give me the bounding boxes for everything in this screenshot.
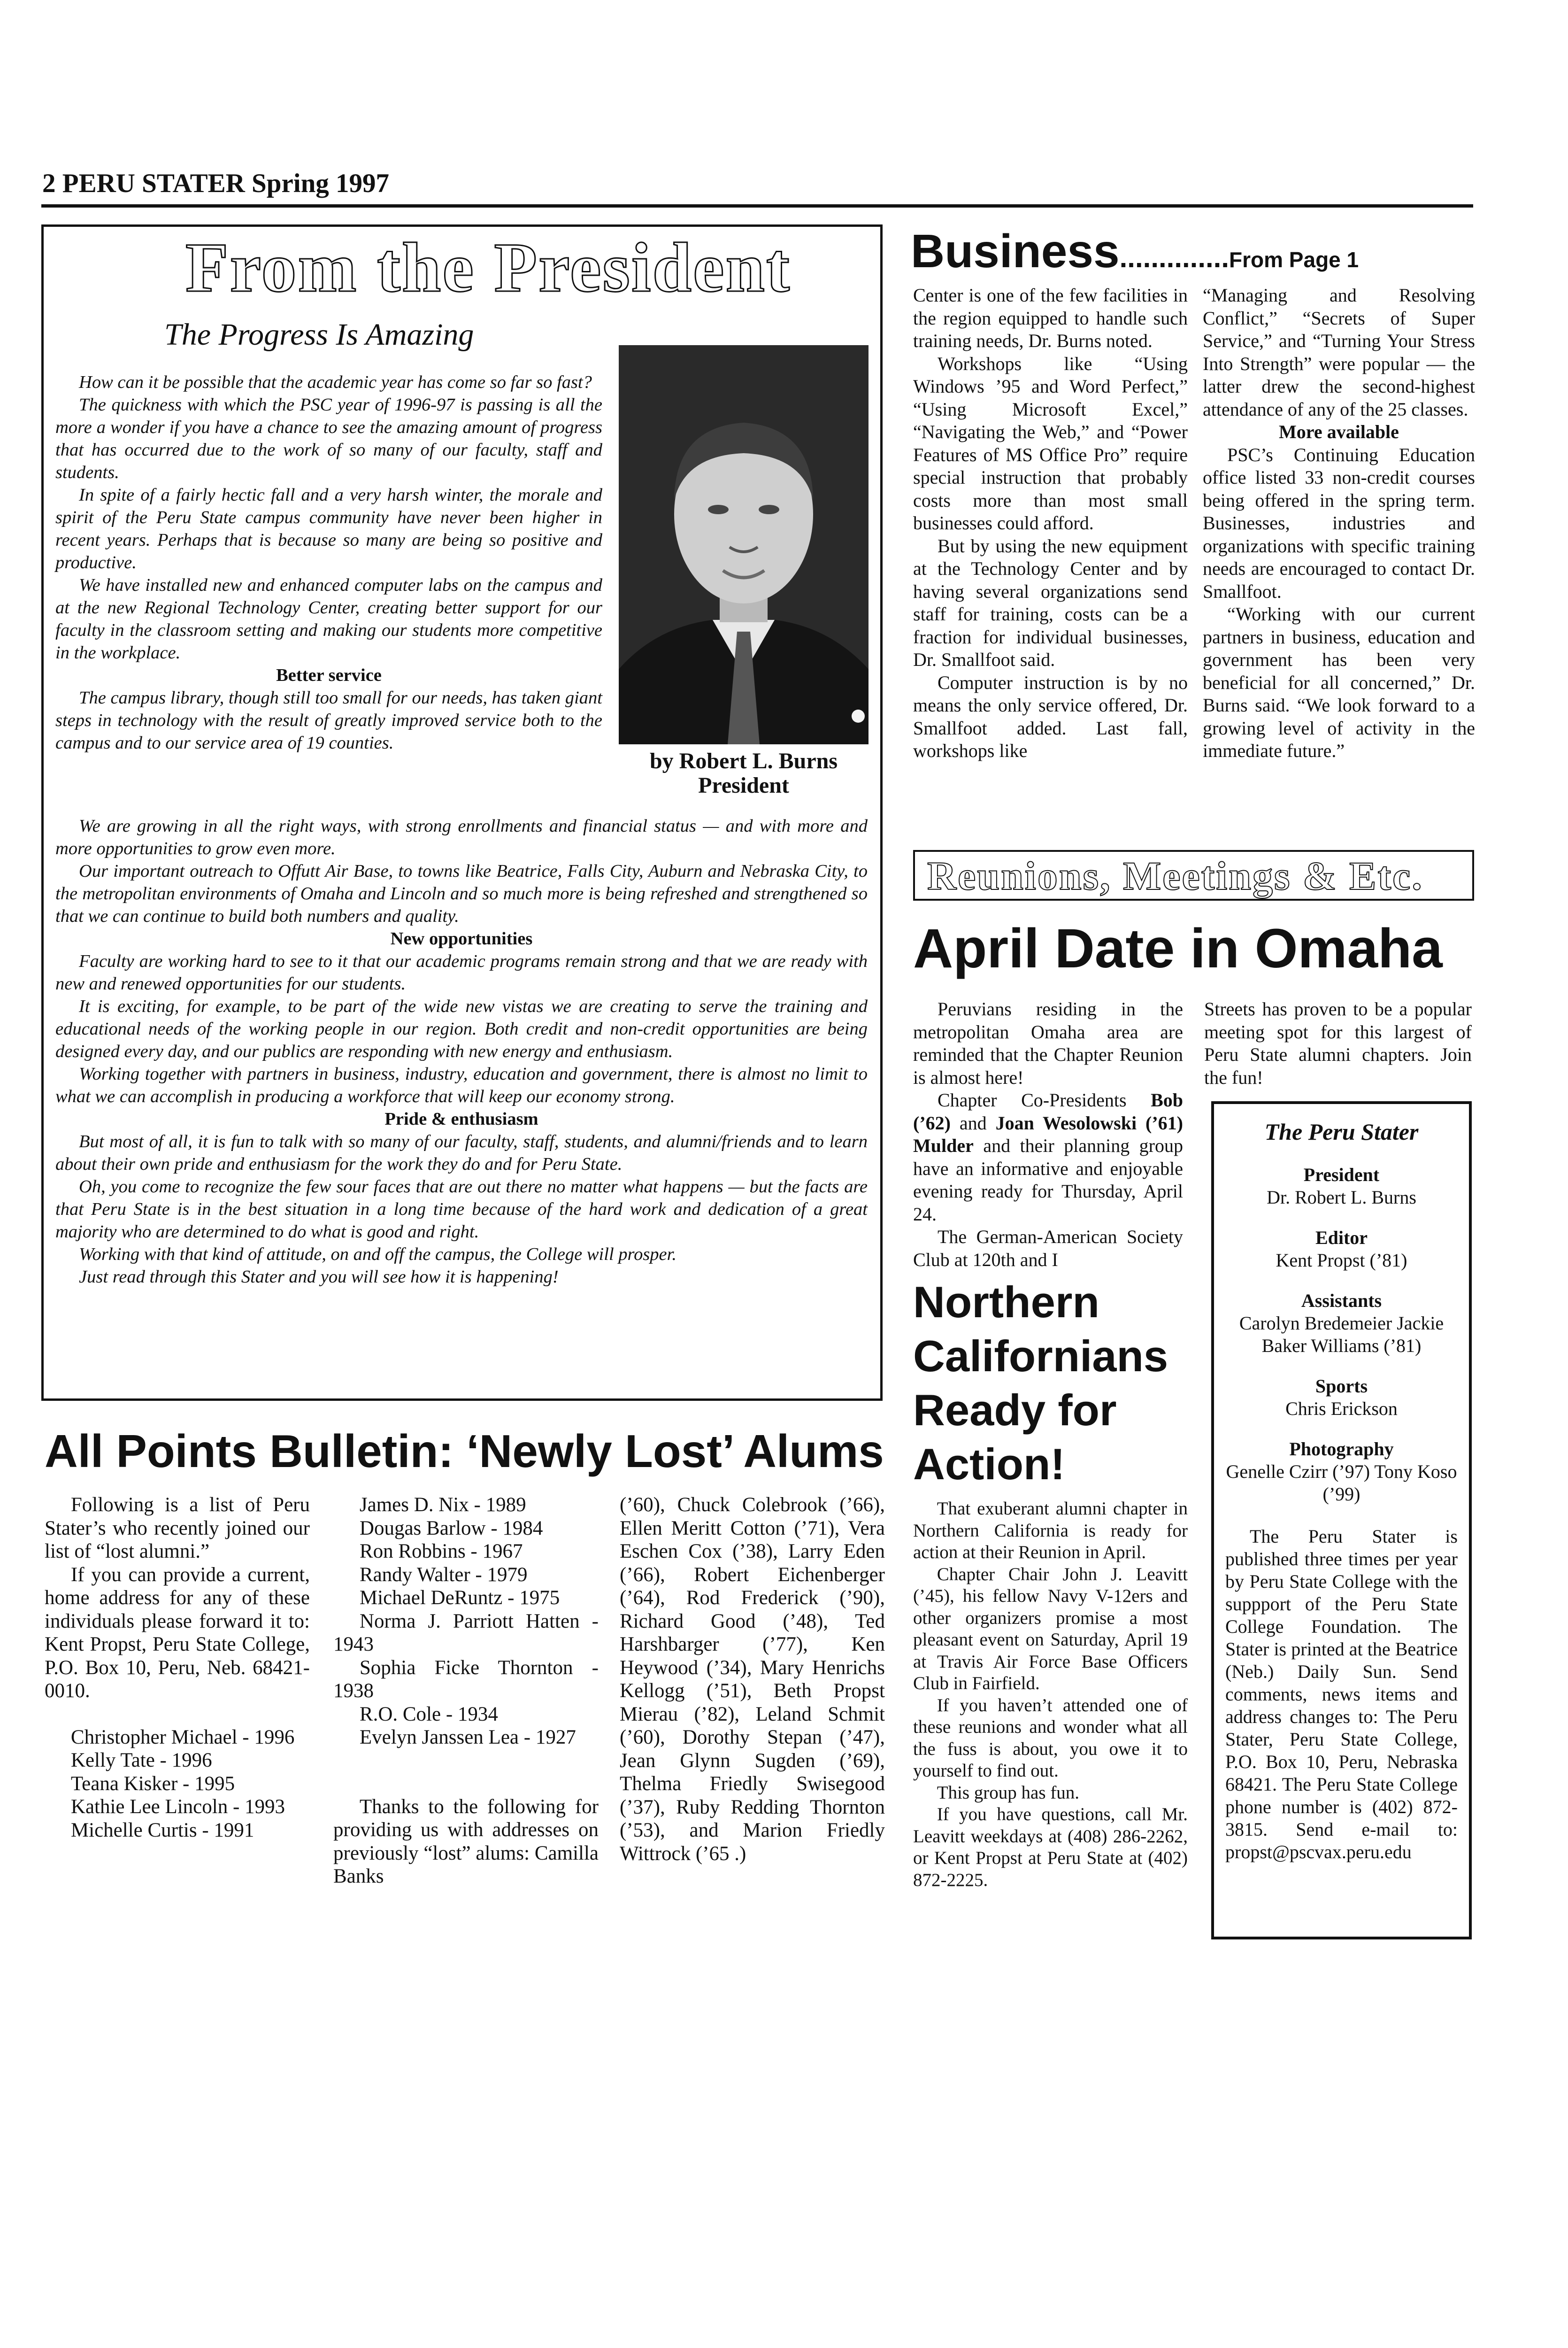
masthead-role-editor: Editor xyxy=(1315,1227,1368,1248)
lost-name: R.O. Cole - 1934 xyxy=(359,1703,498,1725)
bulletin-col2 xyxy=(333,1493,599,1888)
omaha-col1 xyxy=(913,998,1183,1271)
president-sub-better-service: Better service xyxy=(276,665,382,685)
lost-name: Michael DeRuntz - 1975 xyxy=(359,1587,560,1609)
president-p11: But most of all, it is fun to talk with so many of our faculty, staff, students, and alumni/friends and to learn about their own pride and enthusiasm for the work they do and for Peru State. xyxy=(55,1132,868,1174)
president-p14: Just read through this Stater and you will see how it is happening! xyxy=(79,1267,559,1287)
lost-name: Sophia Ficke Thornton - 1938 xyxy=(333,1656,599,1702)
president-text-top xyxy=(55,371,602,754)
lost-name: Christopher Michael - 1996 xyxy=(70,1726,295,1748)
business-col2 xyxy=(1203,284,1475,763)
masthead-names-sports: Chris Erickson xyxy=(1285,1398,1398,1419)
omaha-p1: Peruvians residing in the metropolitan Omaha area are reminded that the Chapter Reunion is almost here! xyxy=(913,998,1183,1088)
president-p5: The campus library, though still too small for our needs, has taken giant steps in technology with the result of greatly improved service both to the campus and to our service area of 19 counties. xyxy=(55,688,602,753)
lost-name: Randy Walter - 1979 xyxy=(359,1563,528,1586)
president-p13: Working with that kind of attitude, on and off the campus, the College will prosper. xyxy=(79,1244,676,1264)
bulletin-spacer xyxy=(333,1749,599,1795)
lost-name: Norma J. Parriott Hatten - 1943 xyxy=(333,1610,599,1655)
business-c1p3: But by using the new equipment at the Technology Center and by having several organizations send staff for training, costs can be a fraction for individual businesses, Dr. Smallfoot said. xyxy=(913,535,1188,670)
lost-name: James D. Nix - 1989 xyxy=(359,1494,526,1516)
president-p3: In spite of a fairly hectic fall and a very harsh winter, the morale and spirit of the Peru State campus community have never been higher in recent years. Perhaps that is because so many are being so positive and productive. xyxy=(55,485,602,572)
president-p10: Working together with partners in business, industry, education and government, there is almost no limit to what we can accomplish in producing a workforce that will keep our economy strong. xyxy=(55,1064,868,1106)
omaha-p2-b: and their planning group have an informative and enjoyable evening ready for Thursday, April 24. xyxy=(913,1135,1183,1225)
nc-p2: Chapter Chair John J. Leavitt (’45), his fellow Navy V-12ers and other organizers promise a most pleasant event on Saturday, April 19 at Travis Air Force Base Officers Club in Fairfield. xyxy=(913,1564,1188,1693)
business-c1p4: Computer instruction is by no means the only service offered, Dr. Smallfoot added. Last fall, workshops like xyxy=(913,672,1188,761)
business-headline: Business xyxy=(911,225,1120,278)
masthead-names-editor: Kent Propst (’81) xyxy=(1276,1250,1407,1271)
lost-name: Dougas Barlow - 1984 xyxy=(359,1517,543,1539)
byline-title: President xyxy=(698,773,789,798)
omaha-p2-joan: Joan Wesolowski (’61) Mulder xyxy=(913,1112,1183,1156)
nc-headline: Northern Californians Ready for Action! xyxy=(913,1277,1168,1489)
masthead-role-sports: Sports xyxy=(1315,1375,1368,1397)
bulletin-request: If you can provide a current, home address for any of these individuals please forward it to: Kent Propst, Peru State College, P.O. Box 10, Peru, Neb. 68421-0010. xyxy=(45,1563,310,1702)
business-c2p2: PSC’s Continuing Education office listed 33 non-credit courses being offered in the spring term. Businesses, industries and organizations with specific training needs are encouraged to contact Dr. Smallfoot. xyxy=(1203,444,1475,602)
president-p1: How can it be possible that the academic year has come so far so fast? xyxy=(79,372,592,392)
nc-col xyxy=(913,1498,1188,1891)
reunions-banner: Reunions, Meetings & Etc. xyxy=(927,853,1423,898)
president-p6: We are growing in all the right ways, with strong enrollments and financial status — and with more and more opportunities to grow even more. xyxy=(55,816,868,858)
bulletin-col1 xyxy=(45,1493,310,1842)
business-col1 xyxy=(913,284,1188,763)
masthead-title: The Peru Stater xyxy=(1264,1119,1419,1145)
president-p7: Our important outreach to Offutt Air Base, to towns like Beatrice, Falls City, Auburn and Nebraska City, to the metropolitan environments of Omaha and Lincoln and so much more is being refreshed and strengthened so that we can continue to build both numbers and quality. xyxy=(55,861,868,926)
masthead-role-photography: Photography xyxy=(1289,1438,1394,1460)
business-c1p1: Center is one of the few facilities in the region equipped to handle such training needs, Dr. Burns noted. xyxy=(913,285,1188,351)
omaha-p2-bob: Bob (’62) xyxy=(913,1089,1183,1134)
lost-name: Evelyn Janssen Lea - 1927 xyxy=(359,1726,576,1748)
omaha-headline: April Date in Omaha xyxy=(913,918,1443,980)
masthead-roles xyxy=(1225,1164,1458,1506)
business-c2p1: “Managing and Resolving Conflict,” “Secrets of Super Service,” and “Turning Your Stress Into Strength” were popular — the latter drew the second-highest attendance of any of the 25 classes. xyxy=(1203,285,1475,420)
nc-p4: This group has fun. xyxy=(937,1782,1079,1803)
omaha-p3: The German-American Society Club at 120th and I xyxy=(913,1226,1183,1270)
header-rule xyxy=(41,204,1473,208)
president-text-bottom xyxy=(55,815,868,1288)
bulletin-headline: All Points Bulletin: ‘Newly Lost’ Alums xyxy=(45,1425,884,1477)
business-head xyxy=(911,224,1359,278)
president-p4: We have installed new and enhanced computer labs on the campus and at the new Regional Technology Center, creating better support for our faculty in the classroom setting and making our students more competitive in the workplace. xyxy=(55,575,602,663)
bulletin-intro: Following is a list of Peru Stater’s who recently joined our list of “lost alumni.” xyxy=(45,1494,310,1562)
masthead-role-president: President xyxy=(1303,1164,1380,1185)
president-sub-new-opportunities: New opportunities xyxy=(390,929,533,949)
president-subtitle: The Progress Is Amazing xyxy=(164,317,474,352)
business-sub-more: More available xyxy=(1279,421,1399,442)
president-p12: Oh, you come to recognize the few sour faces that are out there no matter what happens — but the facts are that Peru State is in the best situation in a long time because of the hard work and dedication of a great majority who are determined to do what is good and right. xyxy=(55,1177,868,1242)
omaha-p2-and: and xyxy=(950,1112,996,1134)
omaha-p2 xyxy=(913,1089,1183,1226)
president-p2: The quickness with which the PSC year of 1996-97 is passing is all the more a wonder if you have a chance to see the amazing amount of progress that has occurred due to the work of so many of our faculty, staff and students. xyxy=(55,395,602,482)
masthead-names-assistants: Carolyn Bredemeier Jackie Baker Williams (’81) xyxy=(1239,1313,1444,1356)
lost-name: Teana Kisker - 1995 xyxy=(70,1772,235,1795)
nc-p5: If you have questions, call Mr. Leavitt weekdays at (408) 286-2262, or Kent Propst at Peru State at (402) 872-2225. xyxy=(913,1804,1188,1890)
president-byline xyxy=(619,749,869,798)
omaha-col2 xyxy=(1204,998,1472,1089)
portrait-illustration xyxy=(619,345,869,744)
nc-p3: If you haven’t attended one of these reunions and wonder what all the fuss is about, you owe it to yourself to find out. xyxy=(913,1695,1188,1781)
page-header: 2 PERU STATER Spring 1997 xyxy=(42,169,390,198)
business-dots: .............. xyxy=(1119,242,1230,273)
bulletin-col3 xyxy=(620,1493,885,1865)
business-c2p3: “Working with our current partners in business, education and government has been very beneficial for all concerned,” Dr. Burns said. “We look forward to a growing level of activity in the immediate future.” xyxy=(1203,603,1475,761)
bulletin-thanks-continued: (’60), Chuck Colebrook (’66), Ellen Meritt Cotton (’71), Vera Eschen Cox (’38), Larry Eden (’66), Robert Eichenberger (’64), Rod Frederick (’90), Richard Good (’48), Ted Harshbarger (’77), Ken Heywood (’34), Mary Henrichs Kellogg (’51), Beth Propst Mierau (’82), Leland Schmit (’60), Dorothy Stepan (’47), Jean Glynn Sugden (’69), Thelma Friedly Swisegood (’37), Ruby Redding Thornton (’53), and Marion Friedly Wittrock (’65 .) xyxy=(620,1494,885,1865)
masthead-blurb: The Peru Stater is published three times per year by Peru State College with the suppport of the Peru State College Foundation. The Stater is printed at the Beatrice (Neb.) Daily Sun. Send comments, news items and address changes to: The Peru Stater, Peru State College, P.O. Box 10, Peru, Nebraska 68421. The Peru State College phone number is (402) 872-3815. Send e-mail to: propst@pscvax.peru.edu xyxy=(1225,1526,1458,1862)
president-p8: Faculty are working hard to see to it that our academic programs remain strong and that we are ready with new and renewed opportunities for our students. xyxy=(55,951,868,994)
lost-name: Ron Robbins - 1967 xyxy=(359,1540,523,1562)
bulletin-spacer xyxy=(45,1703,310,1726)
omaha-p2-a: Chapter Co-Presidents xyxy=(938,1089,1151,1111)
president-portrait xyxy=(619,345,869,744)
masthead-role-assistants: Assistants xyxy=(1301,1290,1382,1311)
business-jump: From Page 1 xyxy=(1229,247,1359,272)
masthead-content xyxy=(1225,1118,1458,1863)
lost-name: Kelly Tate - 1996 xyxy=(70,1749,212,1771)
masthead-names-president: Dr. Robert L. Burns xyxy=(1267,1187,1416,1208)
omaha-p4: Streets has proven to be a popular meeting spot for this largest of Peru State alumni chapters. Join the fun! xyxy=(1204,998,1472,1088)
masthead-names-photography: Genelle Czirr (’97) Tony Koso (’99) xyxy=(1226,1461,1457,1505)
nc-p1: That exuberant alumni chapter in Northern California is ready for action at their Reunion in April. xyxy=(913,1498,1188,1562)
business-c1p2: Workshops like “Using Windows ’95 and Word Perfect,” “Using Microsoft Excel,” “Navigating the Web,” and “Power Features of MS Office Pro” require special instruction that probably costs more than most small businesses could afford. xyxy=(913,353,1188,533)
president-banner: From the President xyxy=(185,229,791,307)
bulletin-thanks: Thanks to the following for providing us with addresses on previously “lost” alums: Camilla Banks xyxy=(333,1795,599,1887)
president-sub-pride: Pride & enthusiasm xyxy=(384,1109,538,1129)
lost-name: Michelle Curtis - 1991 xyxy=(70,1819,254,1841)
byline-name: by Robert L. Burns xyxy=(649,749,838,773)
president-p9: It is exciting, for example, to be part of the wide new vistas we are creating to serve the training and educational needs of the working people in our region. Both credit and non-credit opportunities are being designed every day, and our publics are responding with new energy and enthusiasm. xyxy=(55,996,868,1061)
lost-name: Kathie Lee Lincoln - 1993 xyxy=(70,1796,285,1818)
